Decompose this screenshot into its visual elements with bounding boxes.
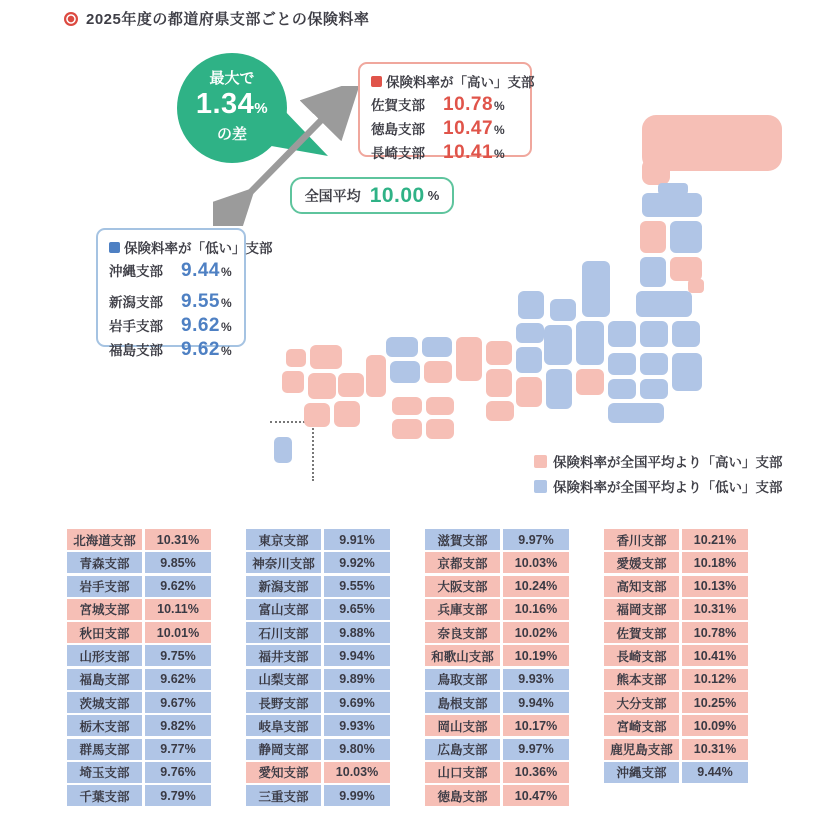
branch-name: 京都支部 — [425, 552, 500, 573]
table-row — [604, 622, 748, 643]
table-row — [425, 645, 569, 666]
percent-sign: % — [220, 265, 232, 279]
branch-name: 香川支部 — [604, 529, 679, 550]
table-row — [67, 715, 211, 736]
table-row — [604, 576, 748, 597]
table-row — [425, 692, 569, 713]
branch-rate: 9.94% — [503, 692, 569, 713]
branch-rate: 9.65% — [324, 599, 390, 620]
percent-sign: % — [427, 188, 440, 203]
branch-rate: 9.62% — [145, 669, 211, 690]
percent-sign: % — [220, 344, 232, 358]
branch-name: 徳島支部 — [425, 785, 500, 806]
branch-name: 長崎支部 — [371, 146, 425, 161]
table-row — [67, 762, 211, 783]
low-row — [109, 315, 233, 336]
map-block-kagawa — [426, 397, 454, 415]
branch-rate: 10.36% — [503, 762, 569, 783]
bubble-line3: の差 — [216, 126, 247, 143]
map-block-gunma — [608, 321, 636, 347]
percent-sign: % — [494, 99, 505, 113]
map-block-fukui — [516, 323, 544, 343]
legend-high-row — [534, 451, 783, 471]
map-block-hokkaido-tail — [642, 159, 670, 185]
table-row — [604, 715, 748, 736]
map-block-kyoto — [486, 341, 512, 365]
branch-name: 沖縄支部 — [109, 264, 163, 279]
branch-name: 福島支部 — [67, 669, 142, 690]
map-block-iwate — [670, 221, 702, 253]
branch-name: 埼玉支部 — [67, 762, 142, 783]
branch-rate: 10.47% — [503, 785, 569, 806]
bubble-line1: 最大で — [209, 70, 255, 87]
branch-name: 山形支部 — [67, 645, 142, 666]
table-row — [425, 552, 569, 573]
low-branches-box — [96, 228, 273, 360]
branch-rate: 9.92% — [324, 552, 390, 573]
branch-name: 石川支部 — [246, 622, 321, 643]
branch-rate: 9.89% — [324, 669, 390, 690]
table-row — [604, 529, 748, 550]
branch-name: 愛媛支部 — [604, 552, 679, 573]
map-block-kochi — [392, 419, 422, 439]
table-row — [246, 576, 390, 597]
map-block-yamaguchi — [366, 355, 386, 397]
table-row — [425, 599, 569, 620]
branch-rate: 10.16% — [503, 599, 569, 620]
table-column — [604, 529, 748, 809]
branch-rate: 9.93% — [324, 715, 390, 736]
branch-rate: 10.25% — [682, 692, 748, 713]
legend-low-swatch-icon — [534, 480, 547, 493]
table-row — [246, 599, 390, 620]
map-block-gifu — [544, 325, 572, 365]
branch-rate: 9.76% — [145, 762, 211, 783]
branch-rate: 9.88% — [324, 622, 390, 643]
branch-rate: 9.82% — [145, 715, 211, 736]
branch-rate: 10.31% — [682, 739, 748, 760]
table-row — [246, 529, 390, 550]
japan-block-map — [270, 115, 785, 483]
branch-rate: 10.17% — [503, 715, 569, 736]
bullet-icon — [64, 12, 78, 26]
branch-name: 山梨支部 — [246, 669, 321, 690]
map-block-hiroshima — [390, 361, 420, 383]
table-row — [425, 715, 569, 736]
high-box-title: 保険料率が「高い」支部 — [386, 75, 535, 90]
high-row — [371, 94, 519, 115]
map-block-aomori — [642, 193, 702, 217]
table-row — [246, 715, 390, 736]
map-block-toyama — [550, 299, 576, 321]
branch-rate: 10.21% — [682, 529, 748, 550]
branch-name: 神奈川支部 — [246, 552, 321, 573]
map-block-kumamoto — [308, 373, 336, 399]
table-row — [246, 762, 390, 783]
map-legend — [534, 451, 783, 496]
percent-sign: % — [494, 147, 505, 161]
branch-name: 和歌山支部 — [425, 645, 500, 666]
low-square-icon — [109, 242, 120, 253]
branch-name: 岡山支部 — [425, 715, 500, 736]
table-row — [425, 622, 569, 643]
table-column — [67, 529, 211, 809]
table-row — [246, 552, 390, 573]
branch-rate: 9.93% — [503, 669, 569, 690]
branch-rate: 10.41 — [443, 142, 494, 163]
branch-name: 鳥取支部 — [425, 669, 500, 690]
table-row — [67, 576, 211, 597]
table-column — [425, 529, 569, 809]
branch-name: 大阪支部 — [425, 576, 500, 597]
table-row — [67, 552, 211, 573]
branch-name: 佐賀支部 — [604, 622, 679, 643]
map-block-miyagi-edge — [688, 279, 704, 293]
branch-rate: 9.97% — [503, 529, 569, 550]
branch-name: 静岡支部 — [246, 739, 321, 760]
branch-rate: 10.03% — [503, 552, 569, 573]
branch-name: 佐賀支部 — [371, 98, 425, 113]
branch-name: 兵庫支部 — [425, 599, 500, 620]
table-row — [246, 785, 390, 806]
table-row — [604, 739, 748, 760]
table-row — [425, 762, 569, 783]
branch-name: 大分支部 — [604, 692, 679, 713]
branch-rate: 10.03% — [324, 762, 390, 783]
branch-rate: 10.31% — [682, 599, 748, 620]
map-block-tochigi — [640, 321, 668, 347]
prefecture-rates-table — [67, 529, 748, 809]
branch-rate: 9.91% — [324, 529, 390, 550]
low-box-title: 保険料率が「低い」支部 — [124, 241, 273, 256]
branch-name: 熊本支部 — [604, 669, 679, 690]
branch-name: 徳島支部 — [371, 122, 425, 137]
branch-name: 宮城支部 — [67, 599, 142, 620]
branch-rate: 9.99% — [324, 785, 390, 806]
branch-name: 新潟支部 — [246, 576, 321, 597]
branch-name: 福岡支部 — [604, 599, 679, 620]
table-row — [67, 622, 211, 643]
map-block-hyogo — [456, 337, 482, 381]
branch-name: 青森支部 — [67, 552, 142, 573]
branch-name: 高知支部 — [604, 576, 679, 597]
branch-rate: 9.77% — [145, 739, 211, 760]
branch-rate: 10.41% — [682, 645, 748, 666]
table-row — [67, 645, 211, 666]
map-block-okayama — [424, 361, 452, 383]
branch-name: 茨城支部 — [67, 692, 142, 713]
table-row — [604, 692, 748, 713]
branch-rate: 10.11% — [145, 599, 211, 620]
percent-sign: % — [220, 320, 232, 334]
branch-name: 愛知支部 — [246, 762, 321, 783]
branch-name: 秋田支部 — [67, 622, 142, 643]
map-block-tottori — [422, 337, 452, 357]
branch-rate: 9.62% — [145, 576, 211, 597]
branch-name: 沖縄支部 — [604, 762, 679, 783]
branch-rate: 10.19% — [503, 645, 569, 666]
table-row — [604, 762, 748, 783]
map-block-tokushima — [426, 419, 454, 439]
table-row — [604, 599, 748, 620]
table-row — [246, 692, 390, 713]
branch-rate: 10.31% — [145, 529, 211, 550]
branch-rate: 9.62 — [181, 339, 220, 360]
branch-name: 栃木支部 — [67, 715, 142, 736]
branch-name: 岩手支部 — [67, 576, 142, 597]
branch-name: 鹿児島支部 — [604, 739, 679, 760]
okinawa-divider-vertical — [312, 421, 314, 481]
table-row — [246, 669, 390, 690]
map-block-tokyo — [640, 353, 668, 375]
table-row — [67, 529, 211, 550]
percent-sign: % — [494, 123, 505, 137]
map-block-miyagi — [670, 257, 702, 281]
branch-rate: 10.47 — [443, 118, 494, 139]
branch-rate: 9.55% — [324, 576, 390, 597]
branch-rate: 9.55 — [181, 291, 220, 312]
low-box-header — [109, 237, 273, 257]
branch-name: 宮崎支部 — [604, 715, 679, 736]
map-block-akita — [640, 221, 666, 253]
high-box-header — [371, 71, 535, 91]
branch-name: 新潟支部 — [109, 295, 163, 310]
table-row — [67, 785, 211, 806]
branch-name: 東京支部 — [246, 529, 321, 550]
branch-rate: 9.79% — [145, 785, 211, 806]
branch-name: 三重支部 — [246, 785, 321, 806]
average-label: 全国平均 — [304, 187, 361, 204]
map-block-aichi — [576, 369, 604, 395]
bubble-value-number: 1.34 — [195, 88, 255, 120]
table-row — [425, 785, 569, 806]
map-block-niigata — [582, 261, 610, 317]
branch-name: 群馬支部 — [67, 739, 142, 760]
branch-name: 千葉支部 — [67, 785, 142, 806]
map-block-yamanashi — [608, 379, 636, 399]
map-block-yamagata — [640, 257, 666, 287]
branch-name: 福島支部 — [109, 343, 163, 358]
map-block-wakayama — [486, 401, 514, 421]
map-block-shimane — [386, 337, 418, 357]
average-value: 10.00 — [369, 183, 425, 207]
map-block-osaka — [486, 369, 512, 397]
branch-rate: 9.75% — [145, 645, 211, 666]
page-title — [64, 8, 369, 29]
table-row — [604, 645, 748, 666]
map-block-kagoshima — [304, 403, 330, 427]
percent-sign: % — [220, 296, 232, 310]
table-row — [604, 552, 748, 573]
map-block-kanagawa — [640, 379, 668, 399]
table-row — [246, 739, 390, 760]
branch-rate: 9.94% — [324, 645, 390, 666]
map-block-nagano — [576, 321, 604, 365]
legend-low-row — [534, 476, 783, 496]
branch-name: 長野支部 — [246, 692, 321, 713]
branch-rate: 9.67% — [145, 692, 211, 713]
branch-rate: 10.09% — [682, 715, 748, 736]
branch-name: 奈良支部 — [425, 622, 500, 643]
legend-low-label: 保険料率が全国平均より「低い」支部 — [553, 480, 783, 495]
branch-rate: 10.78 — [443, 94, 494, 115]
branch-name: 島根支部 — [425, 692, 500, 713]
branch-rate: 10.13% — [682, 576, 748, 597]
map-block-saga — [286, 349, 306, 367]
low-row — [109, 291, 233, 312]
bubble-value-unit: % — [254, 100, 269, 117]
map-block-fukushima — [636, 291, 692, 317]
map-block-fukuoka — [310, 345, 342, 369]
table-column — [246, 529, 390, 809]
branch-rate: 9.80% — [324, 739, 390, 760]
map-block-oita — [338, 373, 364, 397]
map-block-chiba — [672, 353, 702, 391]
table-row — [425, 529, 569, 550]
map-block-mie — [546, 369, 572, 409]
table-row — [425, 669, 569, 690]
branch-rate: 10.78% — [682, 622, 748, 643]
table-row — [67, 669, 211, 690]
branch-rate: 10.02% — [503, 622, 569, 643]
table-row — [425, 739, 569, 760]
table-row — [604, 669, 748, 690]
table-row — [246, 622, 390, 643]
branch-rate: 9.97% — [503, 739, 569, 760]
legend-high-label: 保険料率が全国平均より「高い」支部 — [553, 455, 783, 470]
branch-rate: 9.69% — [324, 692, 390, 713]
branch-name: 山口支部 — [425, 762, 500, 783]
map-block-saitama — [608, 353, 636, 375]
branch-rate: 10.18% — [682, 552, 748, 573]
low-row — [109, 260, 233, 281]
branch-rate: 10.01% — [145, 622, 211, 643]
high-square-icon — [371, 76, 382, 87]
branch-name: 北海道支部 — [67, 529, 142, 550]
map-block-ishikawa — [518, 291, 544, 319]
map-block-shizuoka — [608, 403, 664, 423]
branch-rate: 10.24% — [503, 576, 569, 597]
map-block-nagasaki — [282, 371, 304, 393]
map-block-okinawa — [274, 437, 292, 463]
branch-rate: 9.44% — [682, 762, 748, 783]
map-block-ibaraki — [672, 321, 700, 347]
map-block-ehime — [392, 397, 422, 415]
table-row — [246, 645, 390, 666]
branch-rate: 10.12% — [682, 669, 748, 690]
branch-name: 岐阜支部 — [246, 715, 321, 736]
map-block-nara — [516, 377, 542, 407]
branch-name: 福井支部 — [246, 645, 321, 666]
branch-name: 富山支部 — [246, 599, 321, 620]
table-row — [67, 739, 211, 760]
branch-rate: 9.85% — [145, 552, 211, 573]
table-row — [67, 692, 211, 713]
branch-name: 滋賀支部 — [425, 529, 500, 550]
branch-name: 岩手支部 — [109, 319, 163, 334]
legend-high-swatch-icon — [534, 455, 547, 468]
branch-rate: 9.44 — [181, 260, 220, 281]
low-row — [109, 339, 233, 360]
table-row — [67, 599, 211, 620]
title-text: 2025年度の都道府県支部ごとの保険料率 — [86, 11, 370, 28]
branch-name: 長崎支部 — [604, 645, 679, 666]
branch-name: 広島支部 — [425, 739, 500, 760]
branch-rate: 9.62 — [181, 315, 220, 336]
map-block-shiga — [516, 347, 542, 373]
map-block-miyazaki — [334, 401, 360, 427]
table-row — [425, 576, 569, 597]
